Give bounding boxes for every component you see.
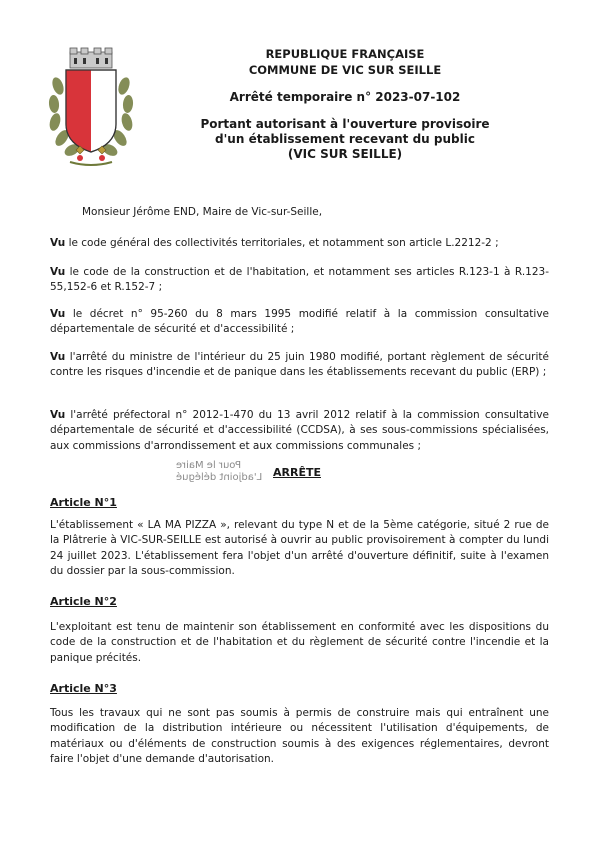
visa-text: l'arrêté du ministre de l'intérieur du 25 juin 1980 modifié, portant règlement de sécurité contre les risques d'incendie et de panique dans les établissements recevant du public (ERP) ; [50,351,549,379]
visa-paragraph [50,265,549,296]
visa-paragraph [50,350,549,381]
mirrored-stamp [176,460,262,484]
decision-heading: ARRÊTE [273,466,321,479]
visa-lead: Vu [50,409,66,421]
subject-line-3: (VIC SUR SEILLE) [287,147,403,161]
republic-title: REPUBLIQUE FRANÇAISE [265,47,425,61]
article-text: Tous les travaux qui ne sont pas soumis à permis de construire mais qui entraînent une modification de la distribution intérieure ou nécessitent l'utilisation d'équipements, de matériaux ou d'éléments de construction soumis à des exigences réglementaires, devront faire l'objet d'une demande d'autorisation. [50,707,549,766]
article-title: Article N°3 [50,682,117,695]
visa-text: le code de la construction et de l'habitation, et notamment ses articles R.123-1 à R.123-55,152-6 et R.152-7 ; [50,266,549,294]
visa-lead: Vu [50,351,66,363]
visa-text: le décret n° 95-260 du 8 mars 1995 modifié relatif à la commission consultative départementale de sécurité et d'accessibilité ; [50,308,549,336]
visa-lead: Vu [50,266,66,278]
stamp-line-2: L'adjoint délégué [176,472,263,483]
article-title: Article N°2 [50,595,117,608]
stamp-line-1: Pour le Maire [176,460,242,471]
article-text: L'établissement « LA MA PIZZA », relevant du type N et de la 5ème catégorie, situé 2 rue de la Plâtrerie à VIC-SUR-SEILLE est autorisé à ouvrir au public provisoirement à compter du lundi 24 juillet 2023. L'établissement fera l'objet d'un arrêté d'ouverture définitif, suite à l'examen du dossier par la sous-commission. [50,519,549,578]
visa-text: le code général des collectivités territoriales, et notamment son article L.2212-2 ; [65,237,499,249]
arrete-number: Arrêté temporaire n° 2023-07-102 [229,90,461,104]
subject-line-2: d'un établissement recevant du public [215,132,475,146]
visa-paragraph [50,408,549,454]
visa-lead: Vu [50,237,66,249]
arrete-subject [190,117,500,162]
visa-paragraph [50,307,549,338]
subject-line-1: Portant autorisant à l'ouverture provisoire [200,117,490,131]
commune-title: COMMUNE DE VIC SUR SEILLE [248,63,442,77]
article-text: L'exploitant est tenu de maintenir son établissement en conformité avec les dispositions du code de la construction et de l'habitation et du règlement de sécurité contre l'incendie et la panique précités. [50,621,549,664]
coat-of-arms-icon [48,46,134,168]
article-title: Article N°1 [50,496,117,509]
visa-lead: Vu [50,308,66,320]
visa-paragraph [50,236,549,251]
mayor-intro: Monsieur Jérôme END, Maire de Vic-sur-Seille, [82,206,323,218]
visa-text: l'arrêté préfectoral n° 2012-1-470 du 13 avril 2012 relatif à la commission consultative départementale de sécurité et d'accessibilité (CCDSA), à ses sous-commissions spécialisées, aux commissions d'arrondissement et aux commissions communales ; [50,409,549,452]
